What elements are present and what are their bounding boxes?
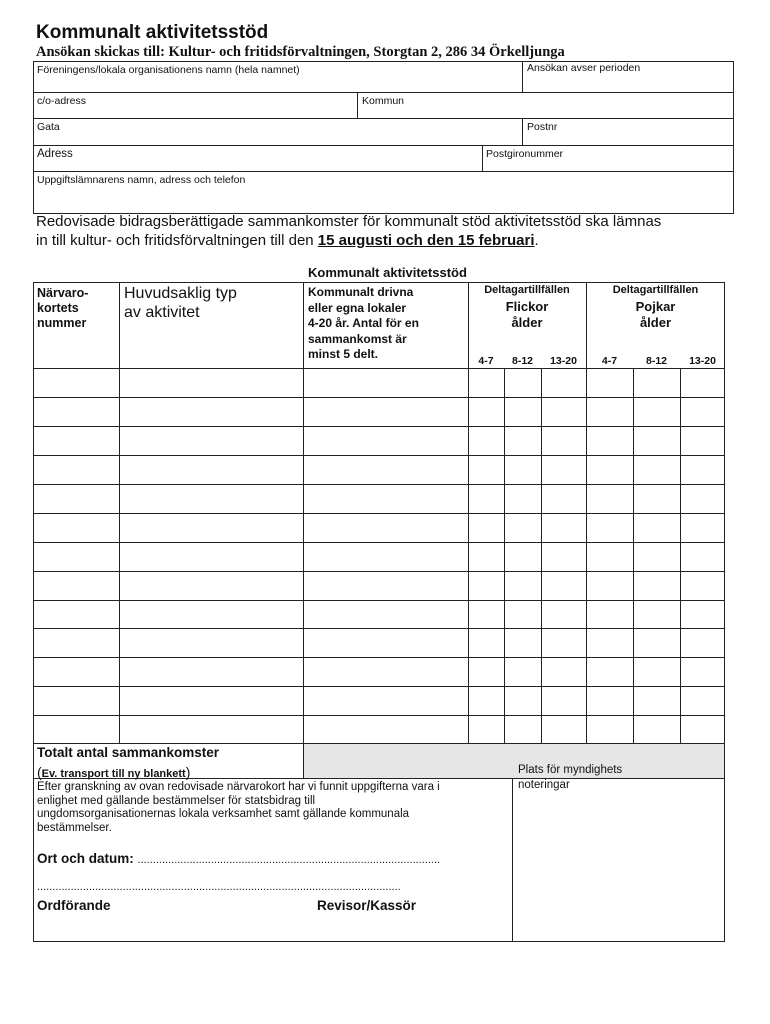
table-row-line [33, 484, 725, 485]
plats-label-line1: Plats för myndighets [518, 764, 623, 776]
divider [482, 145, 483, 171]
table-col-line [586, 282, 587, 743]
ordforande-label: Ordförande [37, 898, 111, 913]
divider [33, 145, 734, 146]
col-header-kommunalt: Kommunalt drivna eller egna lokaler 4-20 år. Antal för en sammankomst är minst 5 delt. [308, 285, 419, 361]
paren-close: ) [185, 764, 191, 780]
form-title: Kommunalt aktivitetsstöd [36, 22, 269, 43]
adress-field[interactable]: Adress [37, 148, 73, 160]
notice-line2 [36, 231, 736, 250]
age-pojkar-4-7: 4-7 [601, 355, 618, 367]
flickor-label: Flickor ålder [505, 299, 549, 330]
postgiro-field[interactable]: Postgironummer [486, 148, 564, 160]
col-header-typ: Huvudsaklig typ av aktivitet [124, 285, 237, 321]
col-header-narvaro: Närvaro- kortets nummer [37, 286, 89, 330]
table-title: Kommunalt aktivitetsstöd [308, 265, 467, 280]
table-col-line [633, 368, 634, 743]
divider [357, 92, 358, 118]
org-info-border [33, 61, 734, 214]
notice-line2-end: . [534, 232, 539, 249]
age-flickor-8-12: 8-12 [511, 355, 533, 367]
table-row-line [33, 628, 725, 629]
table-col-line [504, 368, 505, 743]
postnr-field[interactable]: Postnr [527, 121, 558, 133]
total-label: Totalt antal sammankomster [37, 745, 220, 760]
divider [33, 118, 734, 119]
table-row-line [33, 686, 725, 687]
table-row-line [33, 368, 725, 369]
divider [33, 171, 734, 172]
signature-line[interactable]: ....................................................................................................................... [37, 881, 401, 893]
table-row-line [33, 715, 725, 716]
flickor-top-label: Deltagartillfällen [484, 284, 570, 296]
table-row-line [33, 657, 725, 658]
age-pojkar-8-12: 8-12 [645, 355, 667, 367]
divider [33, 92, 734, 93]
divider [522, 61, 523, 92]
deadline-notice [36, 212, 736, 250]
table-row-line [33, 513, 725, 514]
table-row-line [33, 542, 725, 543]
table-col-line [303, 282, 304, 779]
table-row-line [33, 397, 725, 398]
plats-label-line2: noteringar [518, 779, 570, 791]
age-flickor-13-20: 13-20 [550, 355, 577, 367]
org-name-field[interactable]: Föreningens/lokala organisationens namn (hela namnet) [37, 64, 300, 76]
kommun-field[interactable]: Kommun [362, 95, 405, 107]
revisor-label: Revisor/Kassör [317, 898, 417, 913]
notice-line1: Redovisade bidragsberättigade sammankomster för kommunalt stöd aktivitetsstöd ska lämnas [36, 213, 662, 230]
divider [522, 118, 523, 145]
table-row-line [33, 426, 725, 427]
pojkar-label: Pojkar ålder [635, 299, 676, 330]
total-note-text: Ev. transport till ny blankett [41, 768, 186, 780]
table-col-line [680, 368, 681, 743]
divider [512, 778, 513, 942]
table-col-line [541, 368, 542, 743]
table-row-line [33, 743, 725, 744]
ort-datum-label [37, 851, 440, 866]
ort-datum-line[interactable]: ................................................................................................... [137, 854, 441, 866]
notice-deadline-dates: 15 augusti och den 15 februari [317, 232, 535, 249]
period-field[interactable]: Ansökan avser perioden [527, 62, 641, 74]
table-row-line [33, 571, 725, 572]
table-row-line [33, 455, 725, 456]
pojkar-top-label: Deltagartillfällen [612, 284, 699, 296]
age-flickor-4-7: 4-7 [478, 355, 494, 367]
table-col-line [119, 282, 120, 743]
granskning-text: Efter granskning av ovan redovisade närvarokort har vi funnit uppgifterna vara i enlighet med gällande bestämmelser för statsbidrag till ungdomsorganisationernas lokala verksamhet samt gällande kommunala bestämmelser. [37, 781, 440, 834]
form-subtitle: Ansökan skickas till: Kultur- och fritidsförvaltningen, Storgtan 2, 286 34 Örkelljunga [36, 44, 565, 60]
ort-datum-text: Ort och datum: [37, 851, 134, 866]
table-col-line [468, 282, 469, 743]
table-row-line [33, 600, 725, 601]
gata-field[interactable]: Gata [37, 121, 60, 133]
co-address-field[interactable]: c/o-adress [37, 95, 87, 107]
notice-line2-text: in till kultur- och fritidsförvaltningen till den [36, 232, 318, 249]
age-pojkar-13-20: 13-20 [689, 355, 716, 367]
uppgift-field[interactable]: Uppgiftslämnarens namn, adress och telefon [37, 174, 246, 186]
paren-open: ( [37, 764, 42, 780]
